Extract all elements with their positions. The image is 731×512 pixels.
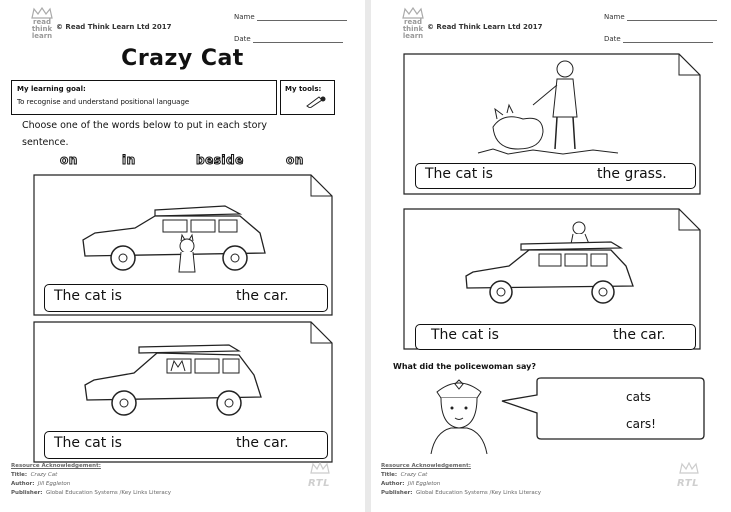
name-label: Name (234, 13, 255, 21)
word-choice-on: on (60, 153, 78, 167)
sentence-start: The cat is (431, 327, 499, 343)
logo-word: think (402, 25, 424, 33)
tools-box (280, 80, 335, 115)
rtl-crown-icon (679, 462, 699, 474)
sentence-end: the grass. (597, 166, 667, 182)
logo-word: read (33, 18, 51, 26)
sentence-start: The cat is (54, 288, 122, 304)
ack-publisher-label: Publisher: (11, 490, 43, 496)
ack-author-value: Jill Eggleton (407, 481, 441, 487)
ack-author-label: Author: (11, 481, 35, 487)
sentence-end: the car. (236, 435, 289, 451)
speech-bubble (501, 377, 705, 440)
sentence-box-2[interactable] (44, 431, 328, 459)
logo-word: think (31, 25, 53, 33)
worksheet-page-right (371, 0, 731, 512)
rtl-watermark: RTL (308, 478, 330, 489)
ack-publisher-value: Global Education Systems /Key Links Literacy (46, 490, 172, 496)
ack-title-value: Crazy Cat (400, 472, 428, 478)
ack-title-value: Crazy Cat (30, 472, 58, 478)
ack-heading: Resource Acknowledgement: (381, 463, 471, 469)
word-choice-beside: beside (196, 153, 244, 167)
ack-author-value: Jill Eggleton (37, 481, 71, 487)
sentence-end: the car. (613, 327, 666, 343)
logo-word: read (404, 18, 422, 26)
instruction-text: Choose one of the words below to put in each story sentence. (22, 120, 267, 148)
sentence-box-4[interactable] (415, 324, 696, 350)
ack-title-label: Title: (11, 472, 28, 478)
ack-publisher-label: Publisher: (381, 490, 413, 496)
sentence-box-3[interactable] (415, 163, 696, 189)
ack-title-label: Title: (381, 472, 398, 478)
worksheet-page-left (0, 0, 365, 512)
date-label: Date (234, 35, 251, 43)
copyright-text: © Read Think Learn Ltd 2017 (427, 23, 543, 31)
ack-heading: Resource Acknowledgement: (11, 463, 101, 469)
word-choice-in: in (122, 153, 136, 167)
date-field[interactable] (234, 34, 343, 43)
sentence-box-1[interactable] (44, 284, 328, 312)
bubble-word-cars: cars! (626, 417, 656, 431)
sentence-end: the car. (236, 288, 289, 304)
learning-goal-label: My learning goal: (17, 85, 86, 93)
sentence-start: The cat is (425, 166, 493, 182)
learning-goal-box (11, 80, 277, 115)
car-with-cat-beside-illustration (75, 188, 295, 280)
logo-word: learn (31, 32, 53, 40)
cat-on-grass-illustration (473, 57, 623, 159)
read-think-learn-logo (30, 7, 54, 40)
sentence-start: The cat is (54, 435, 122, 451)
name-field[interactable] (234, 12, 347, 21)
car-with-cat-in-illustration (79, 335, 289, 425)
ack-author-label: Author: (381, 481, 405, 487)
resource-acknowledgement (11, 462, 171, 498)
tools-label: My tools: (285, 85, 322, 93)
bubble-word-cats: cats (626, 390, 651, 404)
read-think-learn-logo (401, 7, 425, 40)
word-choice-on-2: on (286, 153, 304, 167)
name-label: Name (604, 13, 625, 21)
rtl-watermark: RTL (677, 478, 699, 489)
rtl-crown-icon (310, 462, 330, 474)
question-text: What did the policewoman say? (393, 362, 536, 371)
learning-goal-text: To recognise and understand positional language (17, 98, 190, 106)
policewoman-illustration (427, 376, 491, 454)
resource-acknowledgement (381, 462, 541, 498)
date-label: Date (604, 35, 621, 43)
cat-drawing (179, 235, 195, 272)
date-field[interactable] (604, 34, 713, 43)
copyright-text: © Read Think Learn Ltd 2017 (56, 23, 172, 31)
ack-publisher-value: Global Education Systems /Key Links Literacy (416, 490, 542, 496)
page-title: Crazy Cat (121, 46, 244, 71)
logo-word: learn (402, 32, 424, 40)
car-with-cat-on-roof-illustration (461, 214, 651, 314)
pencil-icon (305, 94, 327, 108)
name-field[interactable] (604, 12, 717, 21)
